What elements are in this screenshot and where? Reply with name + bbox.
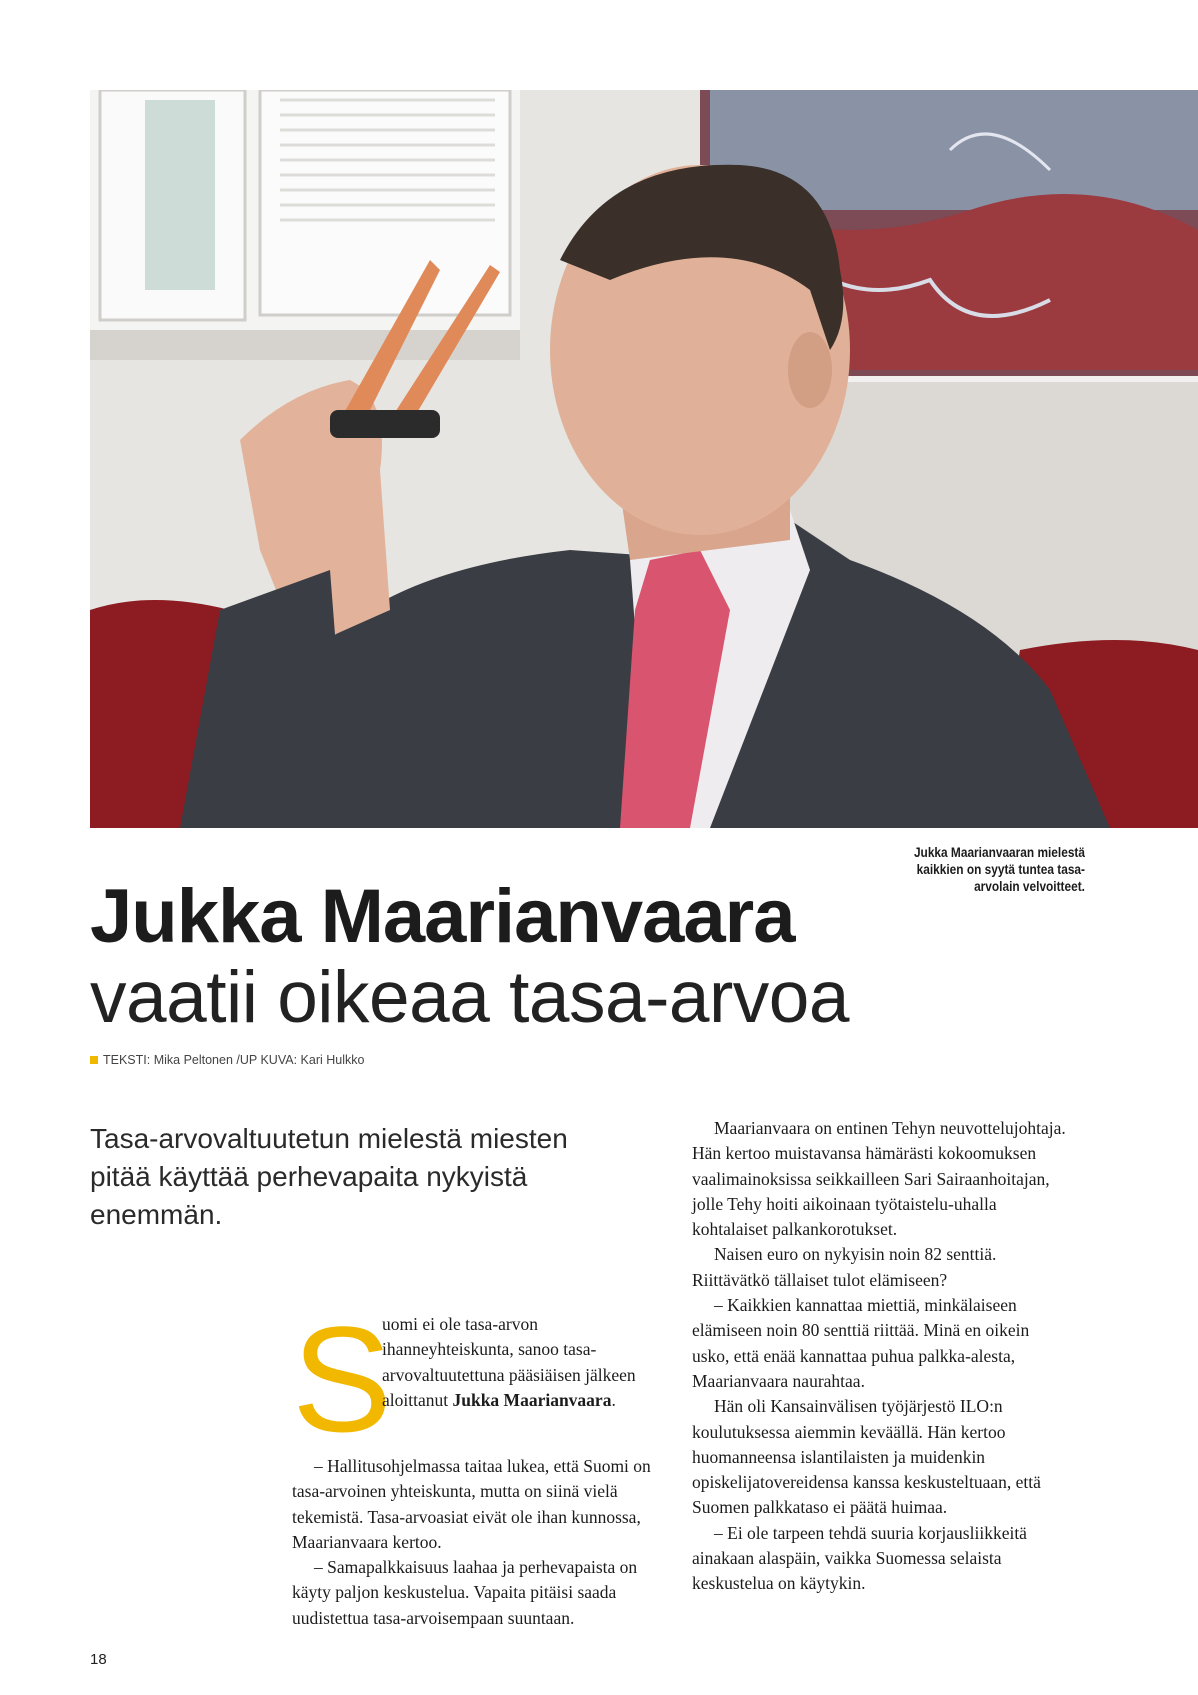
drop-cap: S xyxy=(292,1295,393,1463)
column2-paragraph-5: – Ei ole tarpeen tehdä suuria korjausliikkeitä ainakaan alaspäin, vaikka Suomessa selaista keskustelua on käytykin. xyxy=(692,1522,1027,1594)
column2-paragraph-1: Maarianvaara on entinen Tehyn neuvottelujohtaja. Hän kertoo muistavansa hämärästi kokoomuksen vaalimainoksissa seikkailleen Sari Sairaanhoitajan, jolle Tehy hoiti aikoinaan työtaistelu-uhalla kohtalaiset palkankorotukset. xyxy=(692,1118,1066,1240)
byline xyxy=(90,1053,364,1067)
article-column-1 xyxy=(292,1295,670,1631)
photo-caption: Jukka Maarianvaaran mielestä kaikkien on syytä tuntea tasa-arvolain velvoitteet. xyxy=(913,845,1085,894)
byline-text: TEKSTI: Mika Peltonen /UP KUVA: Kari Hulkko xyxy=(103,1053,365,1067)
portrait-photo xyxy=(90,90,1198,828)
article-photo xyxy=(90,90,1198,828)
column2-paragraph-2: Naisen euro on nykyisin noin 82 senttiä. Riittävätkö tällaiset tulot elämiseen? xyxy=(692,1244,997,1290)
article-headline xyxy=(90,876,990,1038)
column2-paragraph-3: – Kaikkien kannattaa miettiä, minkälaiseen elämiseen noin 80 senttiä riittää. Minä en oikein usko, että enää kannattaa puhua palkka-alesta, Maarianvaara naurahtaa. xyxy=(692,1295,1030,1391)
article-column-2 xyxy=(692,1116,1070,1597)
column2-paragraph-4: Hän oli Kansainvälisen työjärjestö ILO:n koulutuksessa aiemmin keväällä. Hän kertoo huomanneensa islantilaisten ja muidenkin opiskelijatovereidensa kanssa keskusteltuaan, että Suomen palkkataso ei päätä huimaa. xyxy=(692,1396,1041,1518)
page-number: 18 xyxy=(90,1651,107,1668)
square-bullet-icon xyxy=(90,1056,98,1064)
column1-paragraph-2: – Hallitusohjelmassa taitaa lukea, että Suomi on tasa-arvoinen yhteiskunta, mutta on siinä vielä tekemistä. Tasa-arvoasiat eivät ole ihan kunnossa, Maarianvaara kertoo. xyxy=(292,1456,651,1552)
article-lead xyxy=(90,1120,610,1234)
column1-paragraph-1: S uomi ei ole tasa-arvon ihanneyhteiskunta, sanoo tasa-arvovaltuutettuna pääsiäisen jälkeen aloittanut Jukka Maarianvaara. xyxy=(292,1295,636,1463)
lead-text: Tasa-arvovaltuutetun mielestä miesten pitää käyttää perhevapaita nykyistä enemmän. xyxy=(90,1123,568,1230)
person-name: Jukka Maarianvaara xyxy=(452,1389,612,1410)
column1-paragraph-3: – Samapalkkaisuus laahaa ja perhevapaista on käyty paljon keskustelua. Vapaita pitäisi saada uudistettua tasa-arvoisempaan suuntaan. xyxy=(292,1557,638,1628)
headline-main: Jukka Maarianvaara xyxy=(90,874,795,959)
headline-sub: vaatii oikeaa tasa-arvoa xyxy=(90,957,849,1038)
